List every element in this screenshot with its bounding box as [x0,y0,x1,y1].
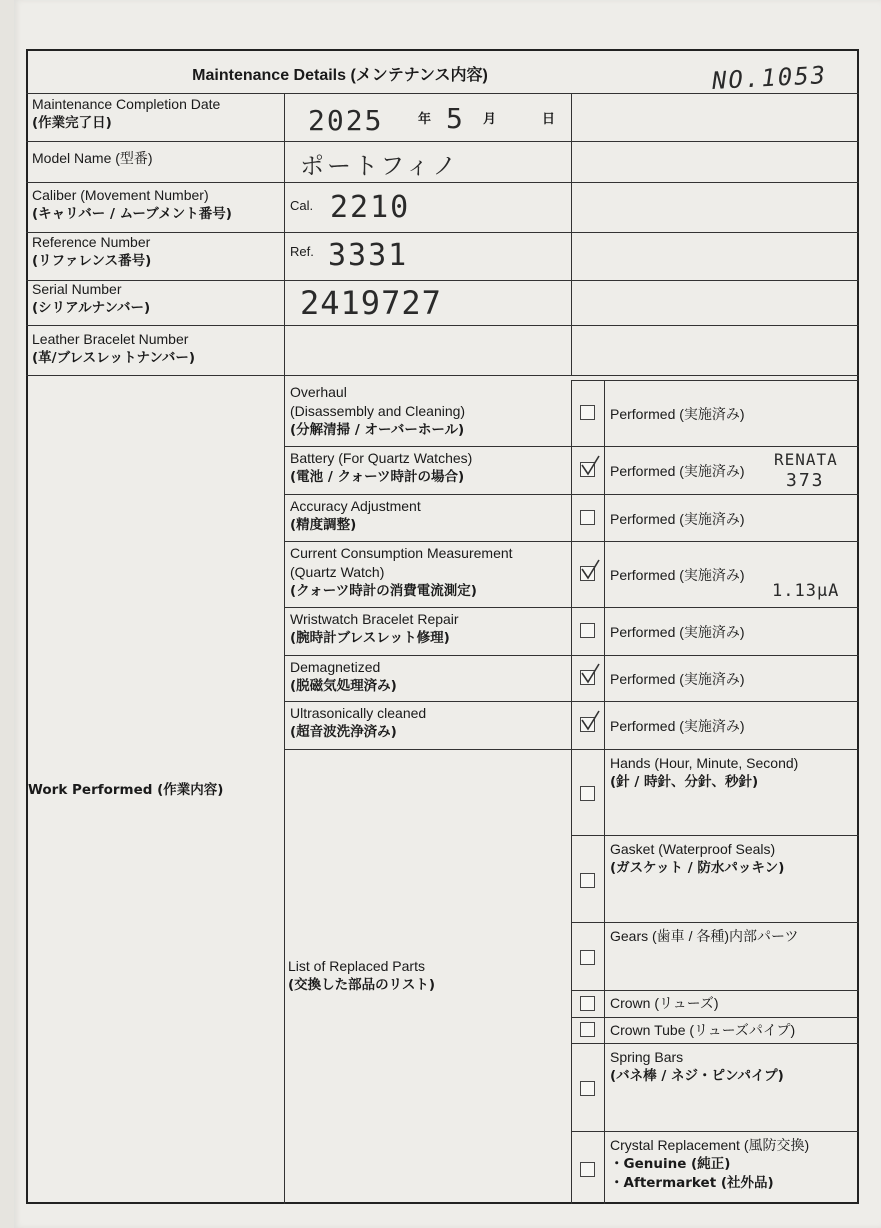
replaced-part-label: Hands (Hour, Minute, Second) (針 / 時針、分針、秒針) [610,755,799,790]
row-divider [571,922,859,923]
serial-value: 2419727 [300,284,442,322]
work-item-note: 1.13μA [772,581,840,601]
form-number: NO.1053 [711,61,828,95]
col-divider [571,380,572,1204]
work-item-label: Battery (For Quartz Watches) (電池 / クォーツ時計の場合) [290,450,473,485]
date-month-value: 5 [446,102,465,135]
work-item-checkbox[interactable] [580,405,595,420]
row-divider [26,141,859,142]
col-divider [284,93,285,1204]
replaced-part-checkbox[interactable] [580,996,595,1011]
label-serial: Serial Number (シリアルナンバー) [32,281,151,316]
caliber-prefix: Cal. [290,198,314,213]
row-divider [571,990,859,991]
reference-value: 3331 [328,238,409,273]
date-year-value: 2025 [308,104,384,137]
work-item-label: Accuracy Adjustment (精度調整) [290,498,421,533]
caliber-value: 2210 [330,190,411,225]
work-item-checkbox[interactable] [580,623,595,638]
row-divider [26,93,859,94]
col-divider [604,380,605,1204]
work-item-checkbox[interactable] [580,566,595,581]
work-item-status: Performed (実施済み) [610,718,745,734]
work-item-status: Performed (実施済み) [610,463,745,479]
label-leather-bracelet: Leather Bracelet Number (革/ブレスレットナンバー) [32,331,196,366]
row-divider [571,1043,859,1044]
work-item-label: Ultrasonically cleaned (超音波洗浄済み) [290,705,427,740]
row-divider [571,835,859,836]
work-item-label: Overhaul (Disassembly and Cleaning) (分解清掃 / オーバーホール) [290,384,466,438]
replaced-part-label: Crown (リューズ) [610,995,719,1011]
work-item-checkbox[interactable] [580,717,595,732]
label-caliber: Caliber (Movement Number) (キャリバー / ムーブメント番号) [32,187,232,222]
work-item-status: Performed (実施済み) [610,671,745,687]
label-completion-date: Maintenance Completion Date (作業完了日) [32,96,221,131]
replaced-part-checkbox[interactable] [580,786,595,801]
row-divider [26,375,859,376]
col-divider [571,93,572,375]
replaced-parts-label: List of Replaced Parts (交換した部品のリスト) [288,958,436,993]
label-model-name: Model Name (型番) [32,150,153,166]
replaced-part-label: Spring Bars (バネ棒 / ネジ・ピンパイプ) [610,1049,784,1084]
label-reference: Reference Number (リファレンス番号) [32,234,152,269]
form-title: Maintenance Details (メンテナンス内容) [192,67,488,84]
work-item-status: Performed (実施済み) [610,567,745,583]
replaced-part-label: Crown Tube (リューズパイプ) [610,1022,796,1038]
work-item-label: Demagnetized (脱磁気処理済み) [290,659,397,694]
replaced-part-checkbox[interactable] [580,1081,595,1096]
replaced-part-checkbox[interactable] [580,1022,595,1037]
date-year-unit: 年 [418,111,432,126]
work-item-label: Current Consumption Measurement (Quartz Watch) (クォーツ時計の消費電流測定) [290,545,513,599]
model-name-value: ポートフィノ [300,152,460,180]
replaced-part-label: Gears (歯車 / 各種)内部パーツ [610,928,799,944]
work-item-checkbox[interactable] [580,670,595,685]
work-item-status: Performed (実施済み) [610,406,745,422]
replaced-part-checkbox[interactable] [580,873,595,888]
work-item-label: Wristwatch Bracelet Repair (腕時計ブレスレット修理) [290,611,459,646]
work-item-status: Performed (実施済み) [610,624,745,640]
reference-prefix: Ref. [290,244,314,259]
work-performed-label: Work Performed (作業内容) [28,782,224,798]
replaced-part-checkbox[interactable] [580,1162,595,1177]
row-divider [26,325,859,326]
work-item-checkbox[interactable] [580,462,595,477]
date-month-unit: 月 [483,111,497,126]
work-item-note: 373 [786,470,825,491]
row-divider [571,1131,859,1132]
replaced-part-label: Gasket (Waterproof Seals) (ガスケット / 防水パッキン) [610,841,785,876]
row-divider [26,182,859,183]
replaced-part-label: Crystal Replacement (風防交換) ・Genuine (純正) ・Aftermarket (社外品) [610,1137,810,1191]
row-divider [571,380,859,381]
work-item-status: Performed (実施済み) [610,510,745,527]
date-day-unit: 日 [542,111,556,126]
replaced-part-checkbox[interactable] [580,950,595,965]
work-item-checkbox[interactable] [580,510,595,525]
row-divider [26,280,859,281]
row-divider [571,1017,859,1018]
work-item-note: RENATA [774,450,838,469]
